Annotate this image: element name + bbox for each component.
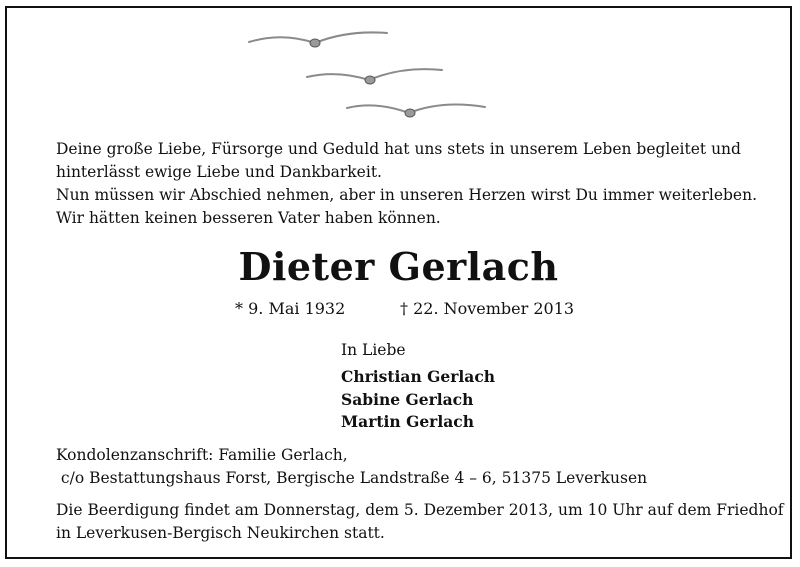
intro-line: Nun müssen wir Abschied nehmen, aber in unseren Herzen wirst Du immer weiterleben. — [56, 186, 758, 204]
intro-line: hinterlässt ewige Liebe und Dankbarkeit. — [56, 163, 382, 181]
death-date: † 22. November 2013 — [400, 299, 575, 318]
funeral-line: in Leverkusen-Bergisch Neukirchen statt. — [56, 524, 385, 542]
mourners-heading: In Liebe — [341, 341, 406, 359]
condolence-address — [56, 444, 647, 490]
birds-icon — [237, 30, 507, 140]
address-line: c/o Bestattungshaus Forst, Bergische Landstraße 4 – 6, 51375 Leverkusen — [56, 469, 648, 487]
intro-line: Deine große Liebe, Fürsorge und Geduld hat uns stets in unserem Leben begleitet und — [56, 140, 741, 158]
mourner-name: Martin Gerlach — [341, 412, 474, 431]
mourners-list — [341, 366, 495, 434]
intro-text — [56, 138, 776, 230]
address-line: Kondolenzanschrift: Familie Gerlach, — [56, 446, 348, 464]
deceased-name: Dieter Gerlach — [238, 244, 559, 289]
intro-line: Wir hätten keinen besseren Vater haben können. — [56, 209, 441, 227]
mourner-name: Sabine Gerlach — [341, 389, 474, 409]
mourner-name: Christian Gerlach — [341, 367, 496, 386]
obituary-notice — [5, 6, 792, 559]
funeral-info — [56, 499, 784, 545]
funeral-line: Die Beerdigung findet am Donnerstag, dem 5. Dezember 2013, um 10 Uhr auf dem Friedhof — [56, 501, 784, 519]
birth-date: * 9. Mai 1932 — [235, 299, 346, 318]
